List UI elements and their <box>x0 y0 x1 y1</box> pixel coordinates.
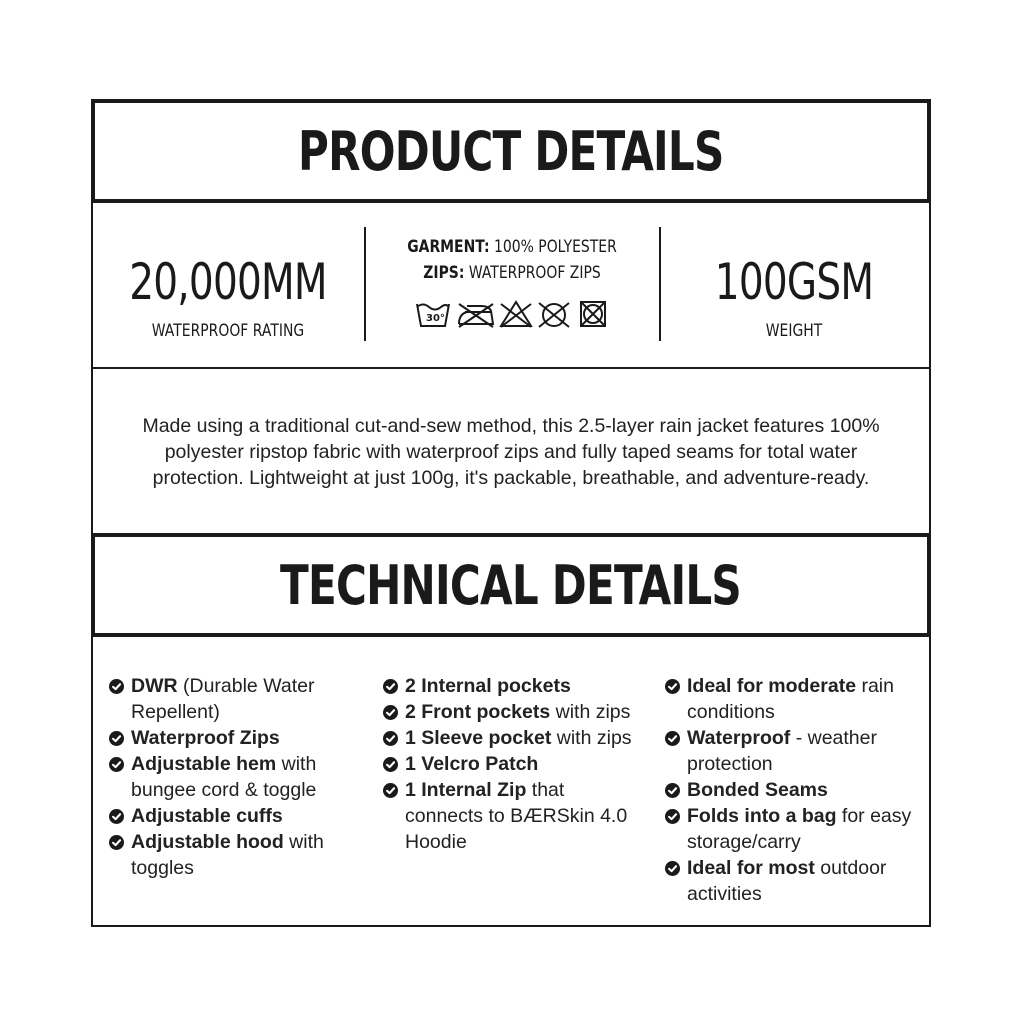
check-circle-icon <box>383 731 398 746</box>
feature-item <box>383 725 633 751</box>
features-column-1 <box>109 673 349 881</box>
weight-label: WEIGHT <box>765 321 823 341</box>
product-details-title: PRODUCT DETAILS <box>298 119 724 183</box>
feature-item <box>383 777 633 855</box>
waterproof-value: 20,000MM <box>129 253 327 311</box>
check-circle-icon <box>383 757 398 772</box>
technical-details-header <box>91 533 931 637</box>
feature-item <box>665 725 925 777</box>
feature-bold: 2 Internal pockets <box>405 675 571 697</box>
features-column-3 <box>665 673 925 907</box>
no-dryclean-icon <box>539 303 569 327</box>
feature-text: that connects to BÆRSkin 4.0 Hoodie <box>405 779 628 853</box>
feature-bold: Ideal for moderate <box>687 675 857 697</box>
feature-text: with zips <box>551 727 632 749</box>
feature-bold: Waterproof <box>687 727 791 749</box>
feature-bold: 1 Sleeve pocket <box>405 727 552 749</box>
material-stat <box>365 203 659 367</box>
check-circle-icon <box>665 861 680 876</box>
feature-bold: 1 Internal Zip <box>405 779 527 801</box>
section-divider <box>93 367 929 369</box>
zips-line <box>391 263 632 283</box>
product-details-header <box>91 99 931 203</box>
garment-line <box>391 237 632 257</box>
feature-bold: Adjustable cuffs <box>131 805 283 827</box>
feature-text: for easy storage/carry <box>687 805 912 853</box>
garment-label: GARMENT: <box>407 237 490 257</box>
wash-temp-label: 30° <box>426 313 445 324</box>
care-icons <box>415 299 611 329</box>
check-circle-icon <box>383 783 398 798</box>
no-bleach-icon <box>501 302 531 327</box>
feature-text: with bungee cord & toggle <box>131 753 317 801</box>
feature-text: rain conditions <box>687 675 894 723</box>
product-card <box>91 99 931 927</box>
no-tumble-dry-icon <box>581 302 605 326</box>
feature-item <box>109 751 349 803</box>
waterproof-label: WATERPROOF RATING <box>151 321 305 341</box>
feature-item <box>665 803 925 855</box>
no-iron-icon <box>459 304 493 327</box>
feature-item <box>383 699 633 725</box>
check-circle-icon <box>109 679 124 694</box>
check-circle-icon <box>109 835 124 850</box>
feature-bold: Adjustable hood <box>131 831 284 853</box>
feature-item <box>665 673 925 725</box>
product-description: Made using a traditional cut-and-sew method, this 2.5-layer rain jacket features 100% polyester ripstop fabric with waterproof zips and fully taped seams for total water protection. Lightweight at just 100g, it's packable, breathable, and adventure-ready. <box>142 414 880 489</box>
feature-item <box>109 829 349 881</box>
check-circle-icon <box>109 731 124 746</box>
features-column-2 <box>383 673 633 855</box>
feature-bold: Adjustable hem <box>131 753 277 775</box>
feature-text: outdoor activities <box>687 857 887 905</box>
wash-30-icon <box>417 304 449 326</box>
feature-item <box>665 855 925 907</box>
feature-text: with zips <box>550 701 631 723</box>
feature-item <box>383 673 633 699</box>
check-circle-icon <box>665 731 680 746</box>
check-circle-icon <box>665 809 680 824</box>
technical-details-title: TECHNICAL DETAILS <box>280 553 742 617</box>
zips-label: ZIPS: <box>423 263 465 283</box>
check-circle-icon <box>109 809 124 824</box>
feature-text: - weather protection <box>687 727 877 775</box>
check-circle-icon <box>665 679 680 694</box>
weight-stat <box>659 203 929 367</box>
feature-bold: 1 Velcro Patch <box>405 753 539 775</box>
check-circle-icon <box>665 783 680 798</box>
feature-bold: DWR <box>131 675 178 697</box>
feature-bold: Bonded Seams <box>687 779 828 801</box>
check-circle-icon <box>109 757 124 772</box>
feature-bold: Waterproof Zips <box>131 727 280 749</box>
check-circle-icon <box>383 705 398 720</box>
zips-value: WATERPROOF ZIPS <box>468 263 601 283</box>
garment-value: 100% POLYESTER <box>494 237 617 257</box>
feature-bold: Folds into a bag <box>687 805 837 827</box>
feature-text: (Durable Water Repellent) <box>131 675 315 723</box>
feature-item <box>109 673 349 725</box>
feature-item <box>109 725 349 751</box>
feature-bold: Ideal for most <box>687 857 815 879</box>
feature-item <box>383 751 633 777</box>
weight-value: 100GSM <box>714 253 874 311</box>
feature-item <box>665 777 925 803</box>
check-circle-icon <box>383 679 398 694</box>
stats-row <box>93 203 929 367</box>
waterproof-stat <box>93 203 363 367</box>
feature-item <box>109 803 349 829</box>
feature-bold: 2 Front pockets <box>405 701 551 723</box>
feature-text: with toggles <box>131 831 324 879</box>
